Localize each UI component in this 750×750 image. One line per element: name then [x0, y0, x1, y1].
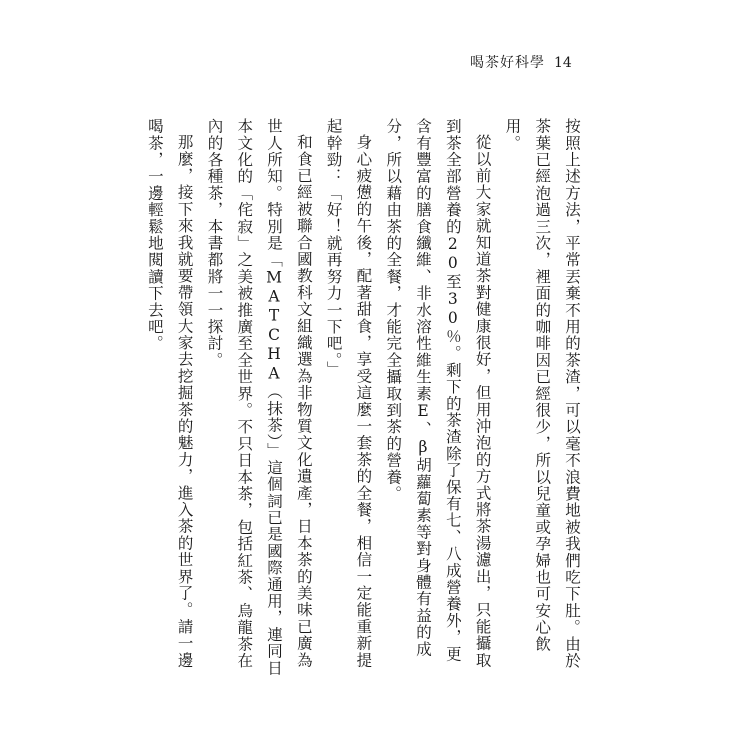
page-number: 14	[554, 55, 572, 71]
paragraph: 那麼，接下來我就要帶領大家去挖掘茶的魅力，進入茶的世界了。請一邊喝茶，一邊輕鬆地閱讀下去吧。	[145, 118, 194, 668]
running-title: 喝茶好科學	[470, 55, 545, 71]
paragraph: 從以前大家就知道茶對健康很好，但用沖泡的方式將茶湯濾出，只能攝取到茶全部營養的20至30％。剩下的茶渣除了保有七、八成營養外，更含有豐富的膳食纖維、非水溶性維生素E、β胡蘿蔔素等對身體有益的成分，所以藉由茶的全餐，才能完全攝取到茶的營養。	[384, 118, 492, 668]
vertical-body-text	[145, 118, 586, 678]
paragraph: 按照上述方法，平常丟棄不用的茶渣，可以毫不浪費地被我們吃下肚。由於茶葉已經泡過三次，裡面的咖啡因已經很少，所以兒童或孕婦也可安心飲用。	[503, 118, 581, 670]
page-header	[470, 52, 580, 74]
paragraph: 和食已經被聯合國教科文組織選為非物質文化遺產，日本茶的美味已廣為世人所知。特別是「MATCHA（抹茶）」這個詞已是國際通用，連同日本文化的「侘寂」之美被推廣至全世界。不只日本茶，包括紅茶、烏龍茶在內的各種茶，本書都將一一探討。	[205, 118, 313, 677]
paragraph: 身心疲憊的午後，配著甜食，享受這麼一套茶的全餐，相信一定能重新提起幹勁：「好！就再努力一下吧。」	[324, 118, 373, 668]
